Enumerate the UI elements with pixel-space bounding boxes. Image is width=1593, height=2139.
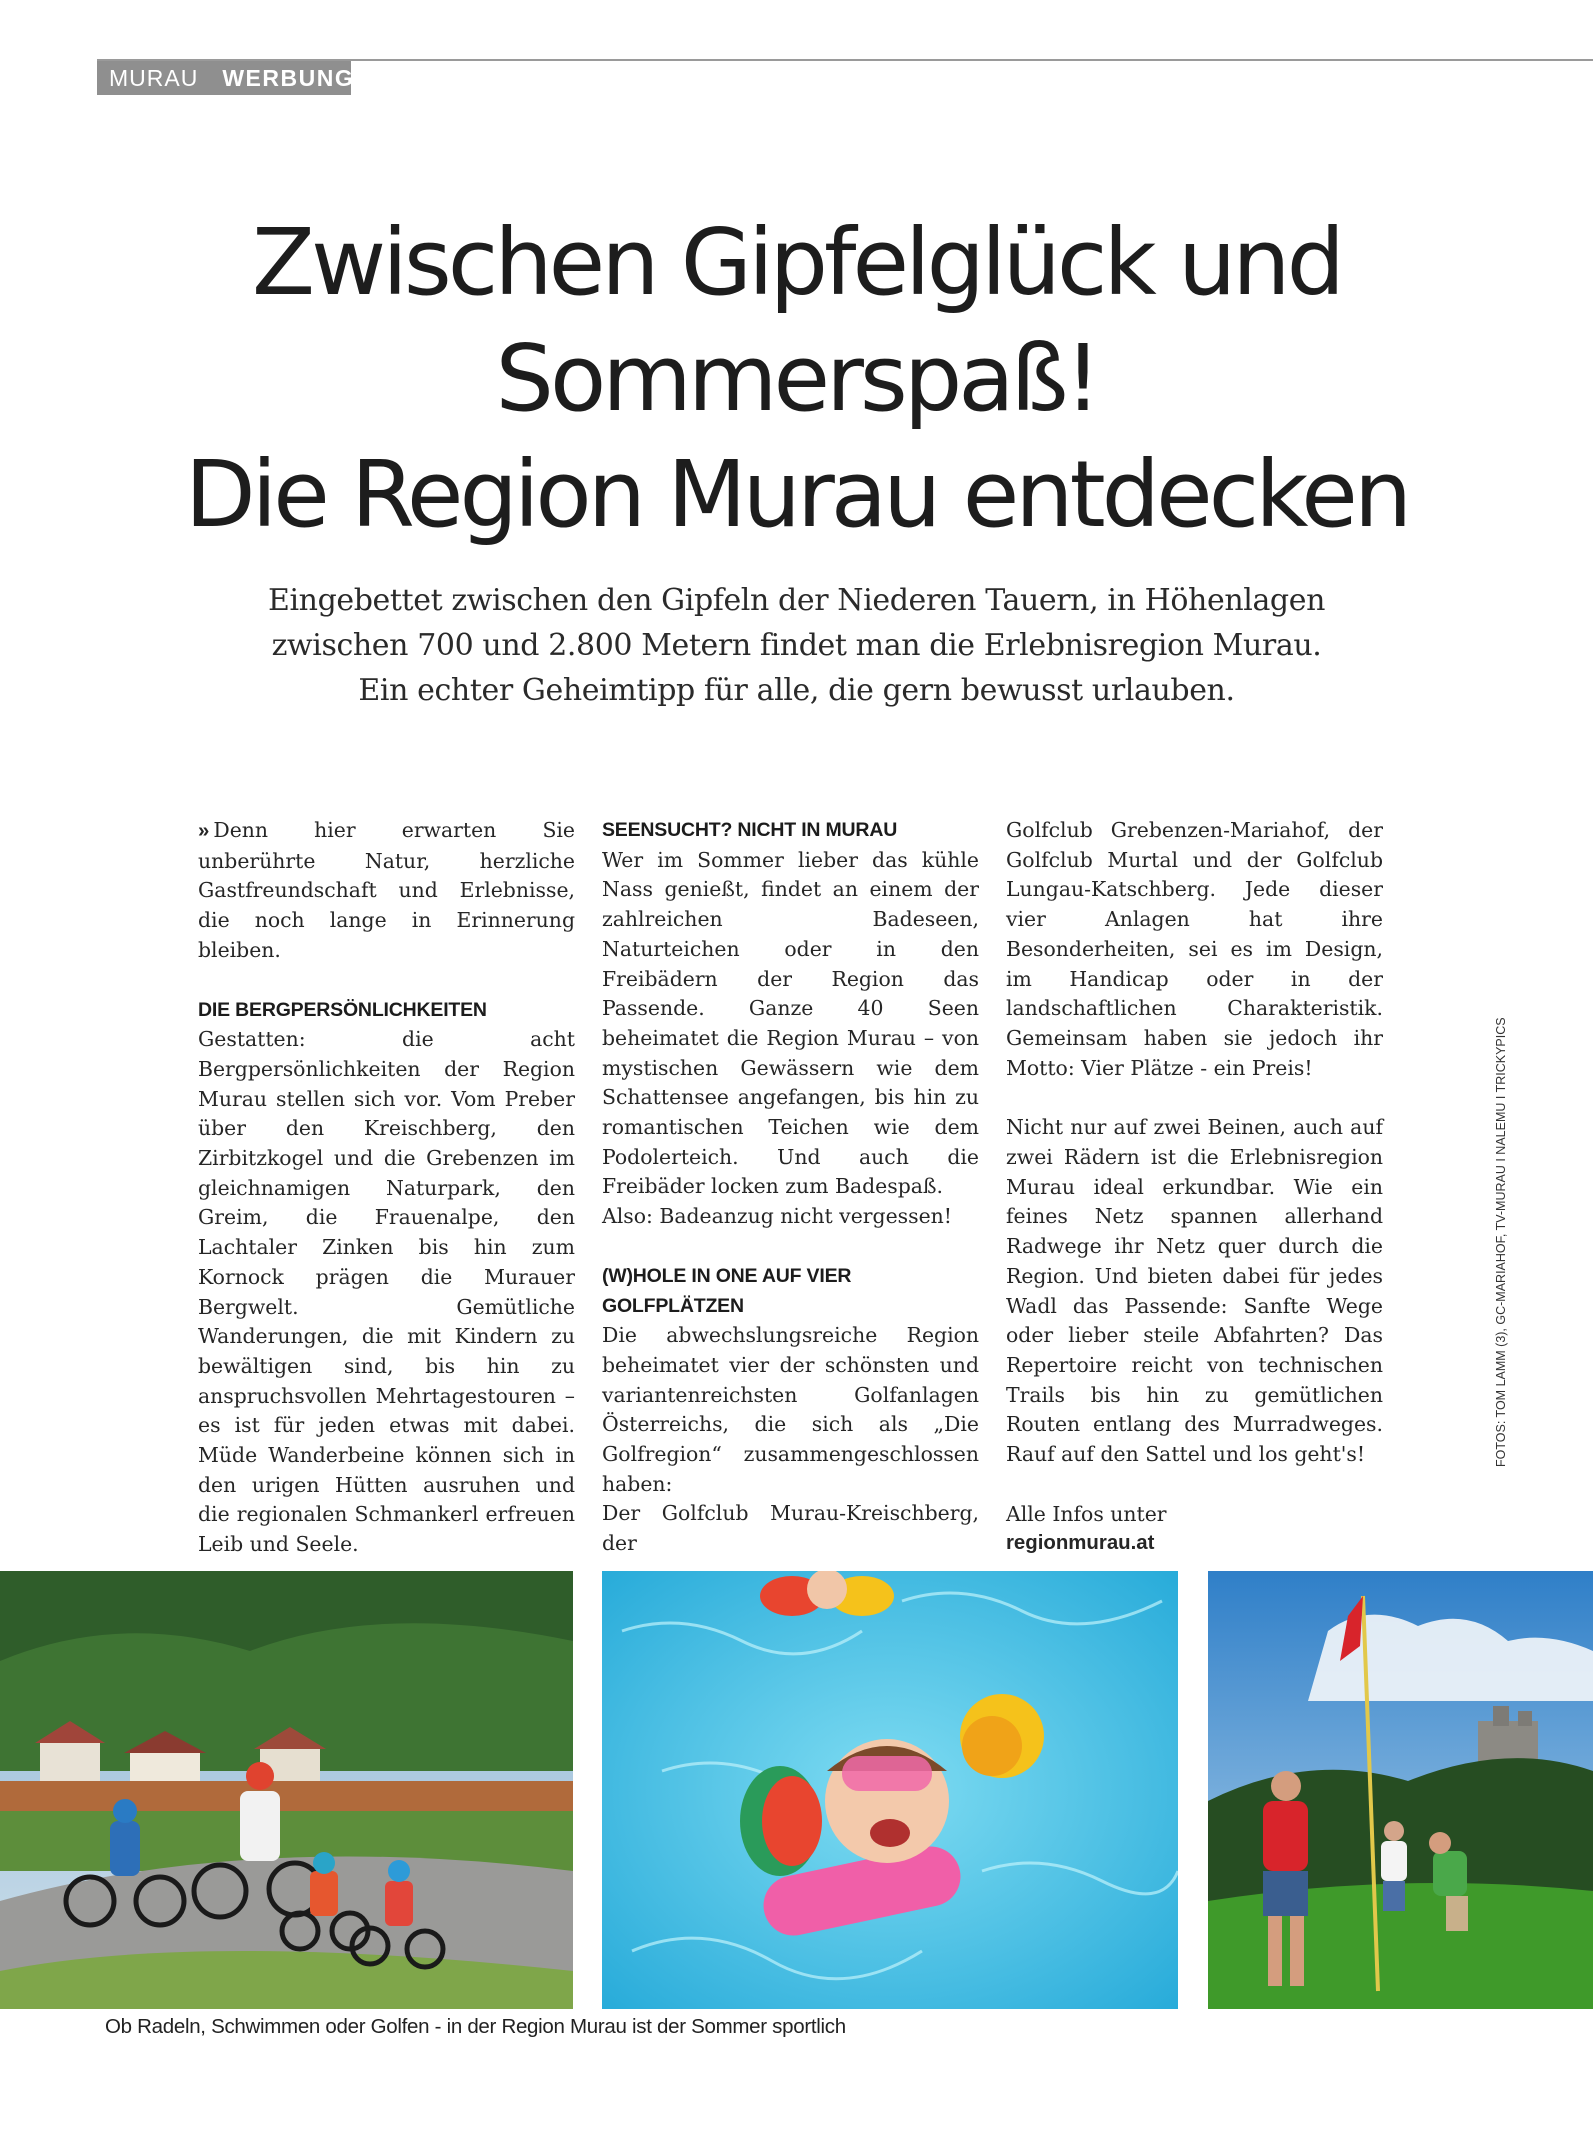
photo-caption: Ob Radeln, Schwimmen oder Golfen - in der Region Murau ist der Sommer sportlich	[105, 2015, 846, 2038]
subheading-seensucht: SEENSUCHT? NICHT IN MURAU	[602, 819, 898, 841]
section-tag	[97, 61, 355, 95]
text-column-1	[198, 816, 575, 1560]
body-golf: Die abwechslungsreiche Region beheimatet vier der schönsten und variantenreichsten Golfanlagen Österreichs, die sich als „Die Golfregion“ zusammengeschlossen haben:	[602, 1323, 979, 1496]
lead-line-3: Ein echter Geheimtipp für alle, die gern bewusst urlauben.	[358, 673, 1235, 708]
title-line-2: Sommerspaß!	[495, 325, 1098, 432]
title-line-1: Zwischen Gipfelglück und	[252, 209, 1341, 316]
intro-paragraph	[198, 816, 575, 966]
photo-swimming	[602, 1571, 1178, 2009]
advert-label: WERBUNG	[222, 64, 355, 91]
lead-line-1: Eingebettet zwischen den Gipfeln der Niederen Tauern, in Höhenlagen	[267, 583, 1326, 618]
lead-paragraph	[0, 578, 1593, 713]
body-bergpersoenlichkeiten: Gestatten: die acht Bergpersönlichkeiten der Region Murau stellen sich vor. Vom Preber über den Kreischberg, den Zirbitzkogel und die Grebenzen im gleichnamigen Naturpark, den Greim, die Frauenalpe, den Lachtaler Zinken bis hin zum Kornock prägen die Murauer Bergwelt. Gemütliche Wanderungen, die mit Kindern zu bewältigen sind, bis hin zu anspruchsvollen Mehrtagestouren – es ist für jeden etwas mit dabei. Müde Wanderbeine können sich in den urigen Hütten ausruhen und die regionalen Schmankerl erfreuen Leib und Seele.	[198, 1027, 575, 1557]
intro-text: Denn hier erwarten Sie unberührte Natur, herzliche Gastfreundschaft und Erlebnisse, die noch lange in Erinnerung bleiben.	[198, 818, 575, 962]
body-radwege: Nicht nur auf zwei Beinen, auch auf zwei Rädern ist die Erlebnisregion Murau ideal erkundbar. Wie ein feines Netz spannen allerhand Radwege ihr Netz quer durch die Region. Und bieten dabei für jedes Wadl das Passende: Sanfte Wege oder lieber steile Abfahrten? Das Repertoire reicht von technischen Trails bis hin zu gemütlichen Routen entlang des Murradweges. Rauf auf den Sattel und los geht's!	[1006, 1115, 1383, 1467]
info-label: Alle Infos unter	[1006, 1501, 1167, 1526]
photo-cycling	[0, 1571, 573, 2009]
photo-golf	[1208, 1571, 1593, 2009]
website-link[interactable]: regionmurau.at	[1006, 1532, 1155, 1555]
quote-mark: »	[198, 820, 210, 842]
subheading-bergpersoenlichkeiten: DIE BERGPERSÖNLICHKEITEN	[198, 998, 487, 1021]
photo-credit: FOTOS: TOM LAMM (3), GC-MARIAHOF, TV-MURAU I NALEMU I TRICKYPICS	[1494, 1017, 1508, 1467]
body-seensucht-end: Also: Badeanzug nicht vergessen!	[602, 1204, 952, 1229]
text-column-3	[1006, 816, 1383, 1559]
page-title	[0, 205, 1593, 553]
body-seensucht: Wer im Sommer lieber das kühle Nass genießt, findet an einem der zahlreichen Badeseen, Naturteichen oder in den Freibädern der Region das Passende. Ganze 40 Seen beheimatet die Region Murau – von mystischen Gewässern wie dem Schattensee angefangen, bis hin zu romantischen Teichen wie dem Podolerteich. Und auch die Freibäder locken zum Badespaß.	[602, 847, 979, 1199]
body-golf-continued: Der Golfclub Murau-Kreischberg, der	[602, 1501, 979, 1556]
text-column-2	[602, 816, 979, 1559]
section-name: MURAU	[109, 64, 199, 91]
title-line-3: Die Region Murau entdecken	[184, 441, 1409, 548]
lead-line-2: zwischen 700 und 2.800 Metern findet man die Erlebnisregion Murau.	[271, 628, 1322, 663]
body-golf-clubs: Golfclub Grebenzen-Mariahof, der Golfclub Murtal und der Golfclub Lungau-Katschberg. Jede dieser vier Anlagen hat ihre Besonderheiten, sei es im Design, im Handicap oder in der landschaftlichen Charakteristik. Gemeinsam haben sie jedoch ihr Motto: Vier Plätze - ein Preis!	[1006, 818, 1383, 1080]
subheading-golf: (W)HOLE IN ONE AUF VIER GOLFPLÄTZEN	[602, 1264, 852, 1317]
